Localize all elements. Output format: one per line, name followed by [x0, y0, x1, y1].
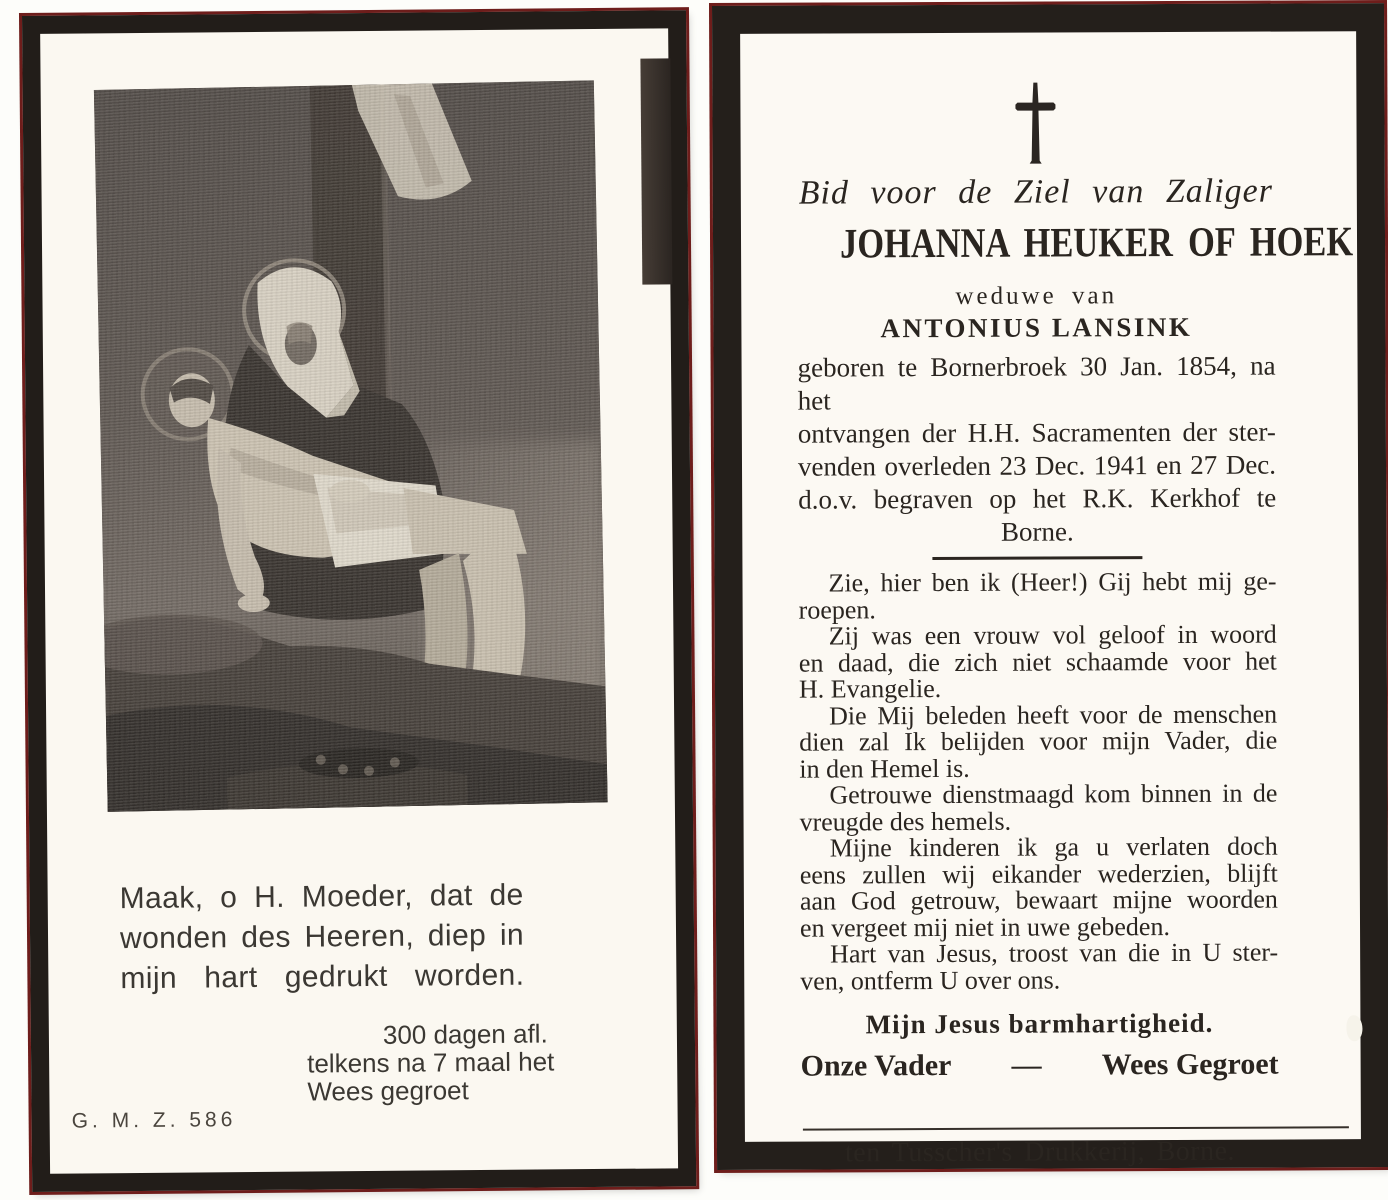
verse-line: Zij was een vrouw vol geloof in woord [828, 619, 1277, 651]
cross-icon [1008, 80, 1062, 164]
memorial-verses [798, 566, 1279, 996]
divider-rule [932, 556, 1142, 560]
verse-line: H. Evangelie. [798, 674, 942, 704]
verse-line: Hart van Jesus, troost van die in U ster- [830, 937, 1279, 969]
bio-line: geboren te Bornerbroek 30 Jan. 1854, na het [797, 350, 1276, 416]
verse-line: Zie, hier ben ik (Heer!) Gij hebt mij ge- [828, 566, 1277, 598]
verse-line: Die Mij beleden heeft voor de menschen [829, 699, 1278, 730]
hail-mary-label: Wees Gegroet [1101, 1047, 1279, 1082]
indulgence-note [307, 1019, 570, 1105]
publisher-code: G. M. Z. 586 [71, 1108, 237, 1133]
prayer-line: wonden des Heeren, diep in [119, 918, 525, 956]
bio-line: ontvangen der H.H. Sacramenten der ster- [797, 416, 1276, 449]
verse-line: dien zal Ik belijden voor mijn Vader, die [799, 725, 1278, 757]
card-header: Bid voor de Ziel van Zaliger [798, 172, 1274, 212]
right-card [712, 3, 1388, 1170]
verse-line: ven, ontferm U over ons. [800, 964, 1061, 996]
card-spine-residue [640, 58, 672, 284]
mercy-invocation: Mijn Jesus barmhartigheid. [865, 1007, 1214, 1040]
dash-separator: — [1011, 1048, 1042, 1082]
indulgence-line: 300 dagen afl. [382, 1018, 548, 1050]
prayer-text [120, 876, 525, 1000]
deceased-name: JOHANNA HEUKER OF HOEK [839, 219, 1354, 268]
verse-line: Mijne kinderen ik ga u verlaten doch [829, 831, 1278, 863]
bio-line: d.o.v. begraven op het R.K. Kerkhof te [798, 482, 1277, 515]
memorial-text-column [796, 32, 1354, 1169]
indulgence-line: Wees gegroet [307, 1075, 469, 1107]
printer-credit: ten Tusscher's Drukkerij, Borne. [844, 1135, 1236, 1169]
verse-line: en vergeet mij niet in uwe gebeden. [799, 911, 1170, 943]
printer-rule [803, 1126, 1349, 1130]
verse-line: eens zullen wij eikander wederzien, blijft [799, 858, 1278, 890]
verse-line: en daad, die zich niet schaamde voor het [798, 646, 1277, 678]
bio-line: venden overleden 23 Dec. 1941 en 27 Dec. [797, 449, 1277, 482]
biography [798, 350, 1277, 550]
verse-line: vreugde des hemels. [799, 806, 1012, 837]
border-damage-chip [1346, 1015, 1362, 1041]
our-father-label: Onze Vader [800, 1048, 952, 1083]
husband-name: ANTONIUS LANSINK [880, 311, 1193, 344]
verse-line: in den Hemel is. [799, 753, 970, 784]
verse-line: Getrouwe dienstmaagd kom binnen in de [829, 778, 1278, 810]
widow-of-label: weduwe van [955, 282, 1118, 310]
verse-line: roepen. [798, 594, 876, 625]
indulgence-line: telkens na 7 maal het [307, 1046, 555, 1079]
bio-line: Borne. [1000, 516, 1074, 547]
left-card [22, 10, 696, 1192]
prayer-line: Maak, o H. Moeder, dat de [119, 878, 524, 916]
pieta-photo [94, 80, 608, 811]
prayer-line: mijn hart gedrukt worden. [120, 958, 525, 996]
pieta-illustration [94, 80, 608, 811]
prayer-instruction-row [801, 1049, 1279, 1083]
verse-line: aan God getrouw, bewaart mijne woorden [799, 884, 1278, 916]
